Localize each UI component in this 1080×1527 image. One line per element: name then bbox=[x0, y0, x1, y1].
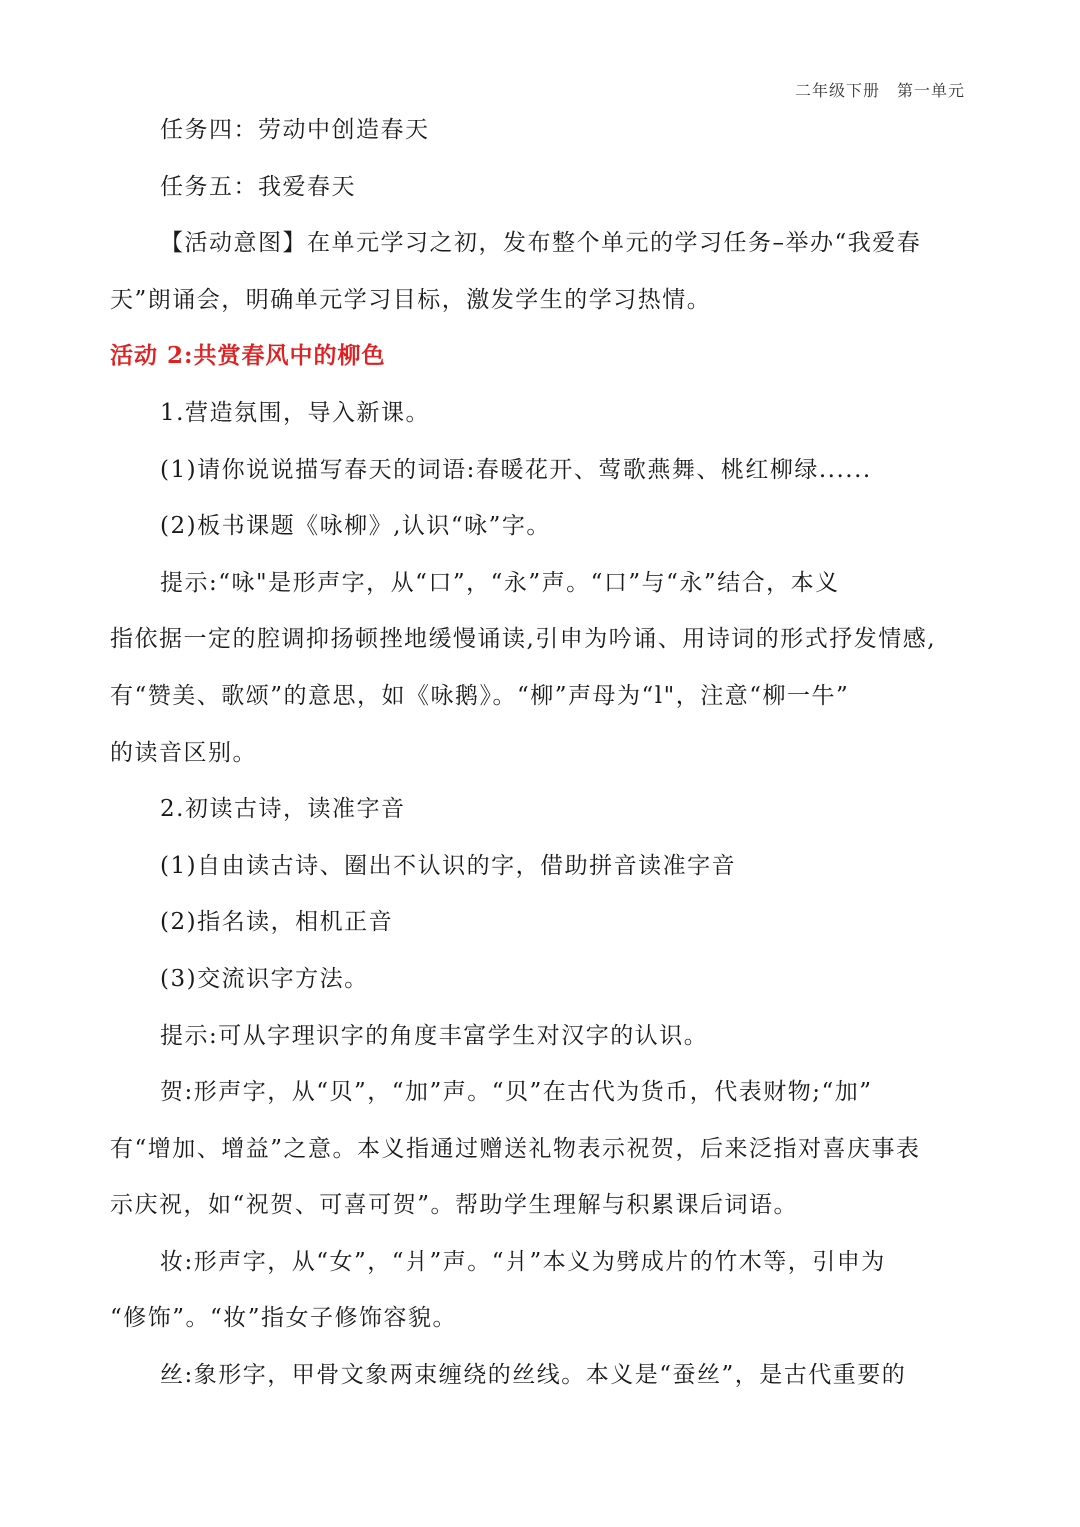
hint-paragraph-2: 提示:可从字理识字的角度丰富学生对汉字的认识。 bbox=[160, 1022, 709, 1049]
text-line: 有“赞美、歌颂”的意思，如《咏鹅》。“柳”声母为“l"，注意“柳一牛” bbox=[110, 682, 850, 709]
text-line: 丝:象形字，甲骨文象两束缠绕的丝线。本义是“蚕丝”，是古代重要的 bbox=[160, 1362, 907, 1389]
text-line: 【活动意图】在单元学习之初，发布整个单元的学习任务–举办“我爱春 bbox=[160, 230, 922, 257]
activity-2-heading: 活动 2:共赏春风中的柳色 bbox=[110, 342, 386, 370]
text-line: 贺:形声字，从“贝”，“加”声。“贝”在古代为货币，代表财物;“加” bbox=[160, 1079, 873, 1106]
step-1: 1.营造氛围，导入新课。 bbox=[160, 399, 430, 426]
character-si-paragraph bbox=[110, 1347, 968, 1404]
text-line: 示庆祝，如“祝贺、可喜可贺”。帮助学生理解与积累课后词语。 bbox=[110, 1192, 799, 1219]
step-1-1: (1)请你说说描写春天的词语:春暖花开、莺歌燕舞、桃红柳绿...... bbox=[160, 456, 872, 483]
step-1-2: (2)板书课题《咏柳》,认识“咏”字。 bbox=[160, 513, 551, 540]
text-line: 的读音区别。 bbox=[110, 739, 257, 766]
running-header: 二年级下册 第一单元 bbox=[794, 81, 965, 100]
character-he-paragraph bbox=[110, 1064, 968, 1234]
text-line: 提示:“咏"是形声字，从“口”，“永”声。“口”与“永”结合，本义 bbox=[160, 569, 840, 596]
task-four: 任务四：劳动中创造春天 bbox=[160, 117, 430, 143]
text-line: 有“增加、增益”之意。本义指通过赠送礼物表示祝贺，后来泛指对喜庆事表 bbox=[110, 1135, 921, 1162]
text-line: 天”朗诵会，明确单元学习目标，激发学生的学习热情。 bbox=[110, 286, 712, 313]
step-2-2: (2)指名读，相机正音 bbox=[160, 909, 394, 936]
step-2-3: (3)交流识字方法。 bbox=[160, 965, 369, 992]
step-2-1: (1)自由读古诗、圈出不认识的字，借助拼音读准字音 bbox=[160, 852, 737, 879]
text-line: “修饰”。“妆”指女子修饰容貌。 bbox=[110, 1305, 458, 1332]
character-zhuang-paragraph bbox=[110, 1234, 968, 1347]
hint-paragraph-1 bbox=[110, 555, 968, 781]
activity-intent-paragraph bbox=[110, 215, 968, 328]
document-body bbox=[110, 102, 968, 1404]
text-line: 妆:形声字，从“女”，“爿”声。“爿”本义为劈成片的竹木等，引申为 bbox=[160, 1248, 886, 1275]
task-five: 任务五：我爱春天 bbox=[160, 173, 356, 200]
step-2: 2.初读古诗，读准字音 bbox=[160, 796, 406, 823]
text-line: 指依据一定的腔调抑扬顿挫地缓慢诵读,引申为吟诵、用诗词的形式抒发情感, bbox=[110, 626, 937, 653]
